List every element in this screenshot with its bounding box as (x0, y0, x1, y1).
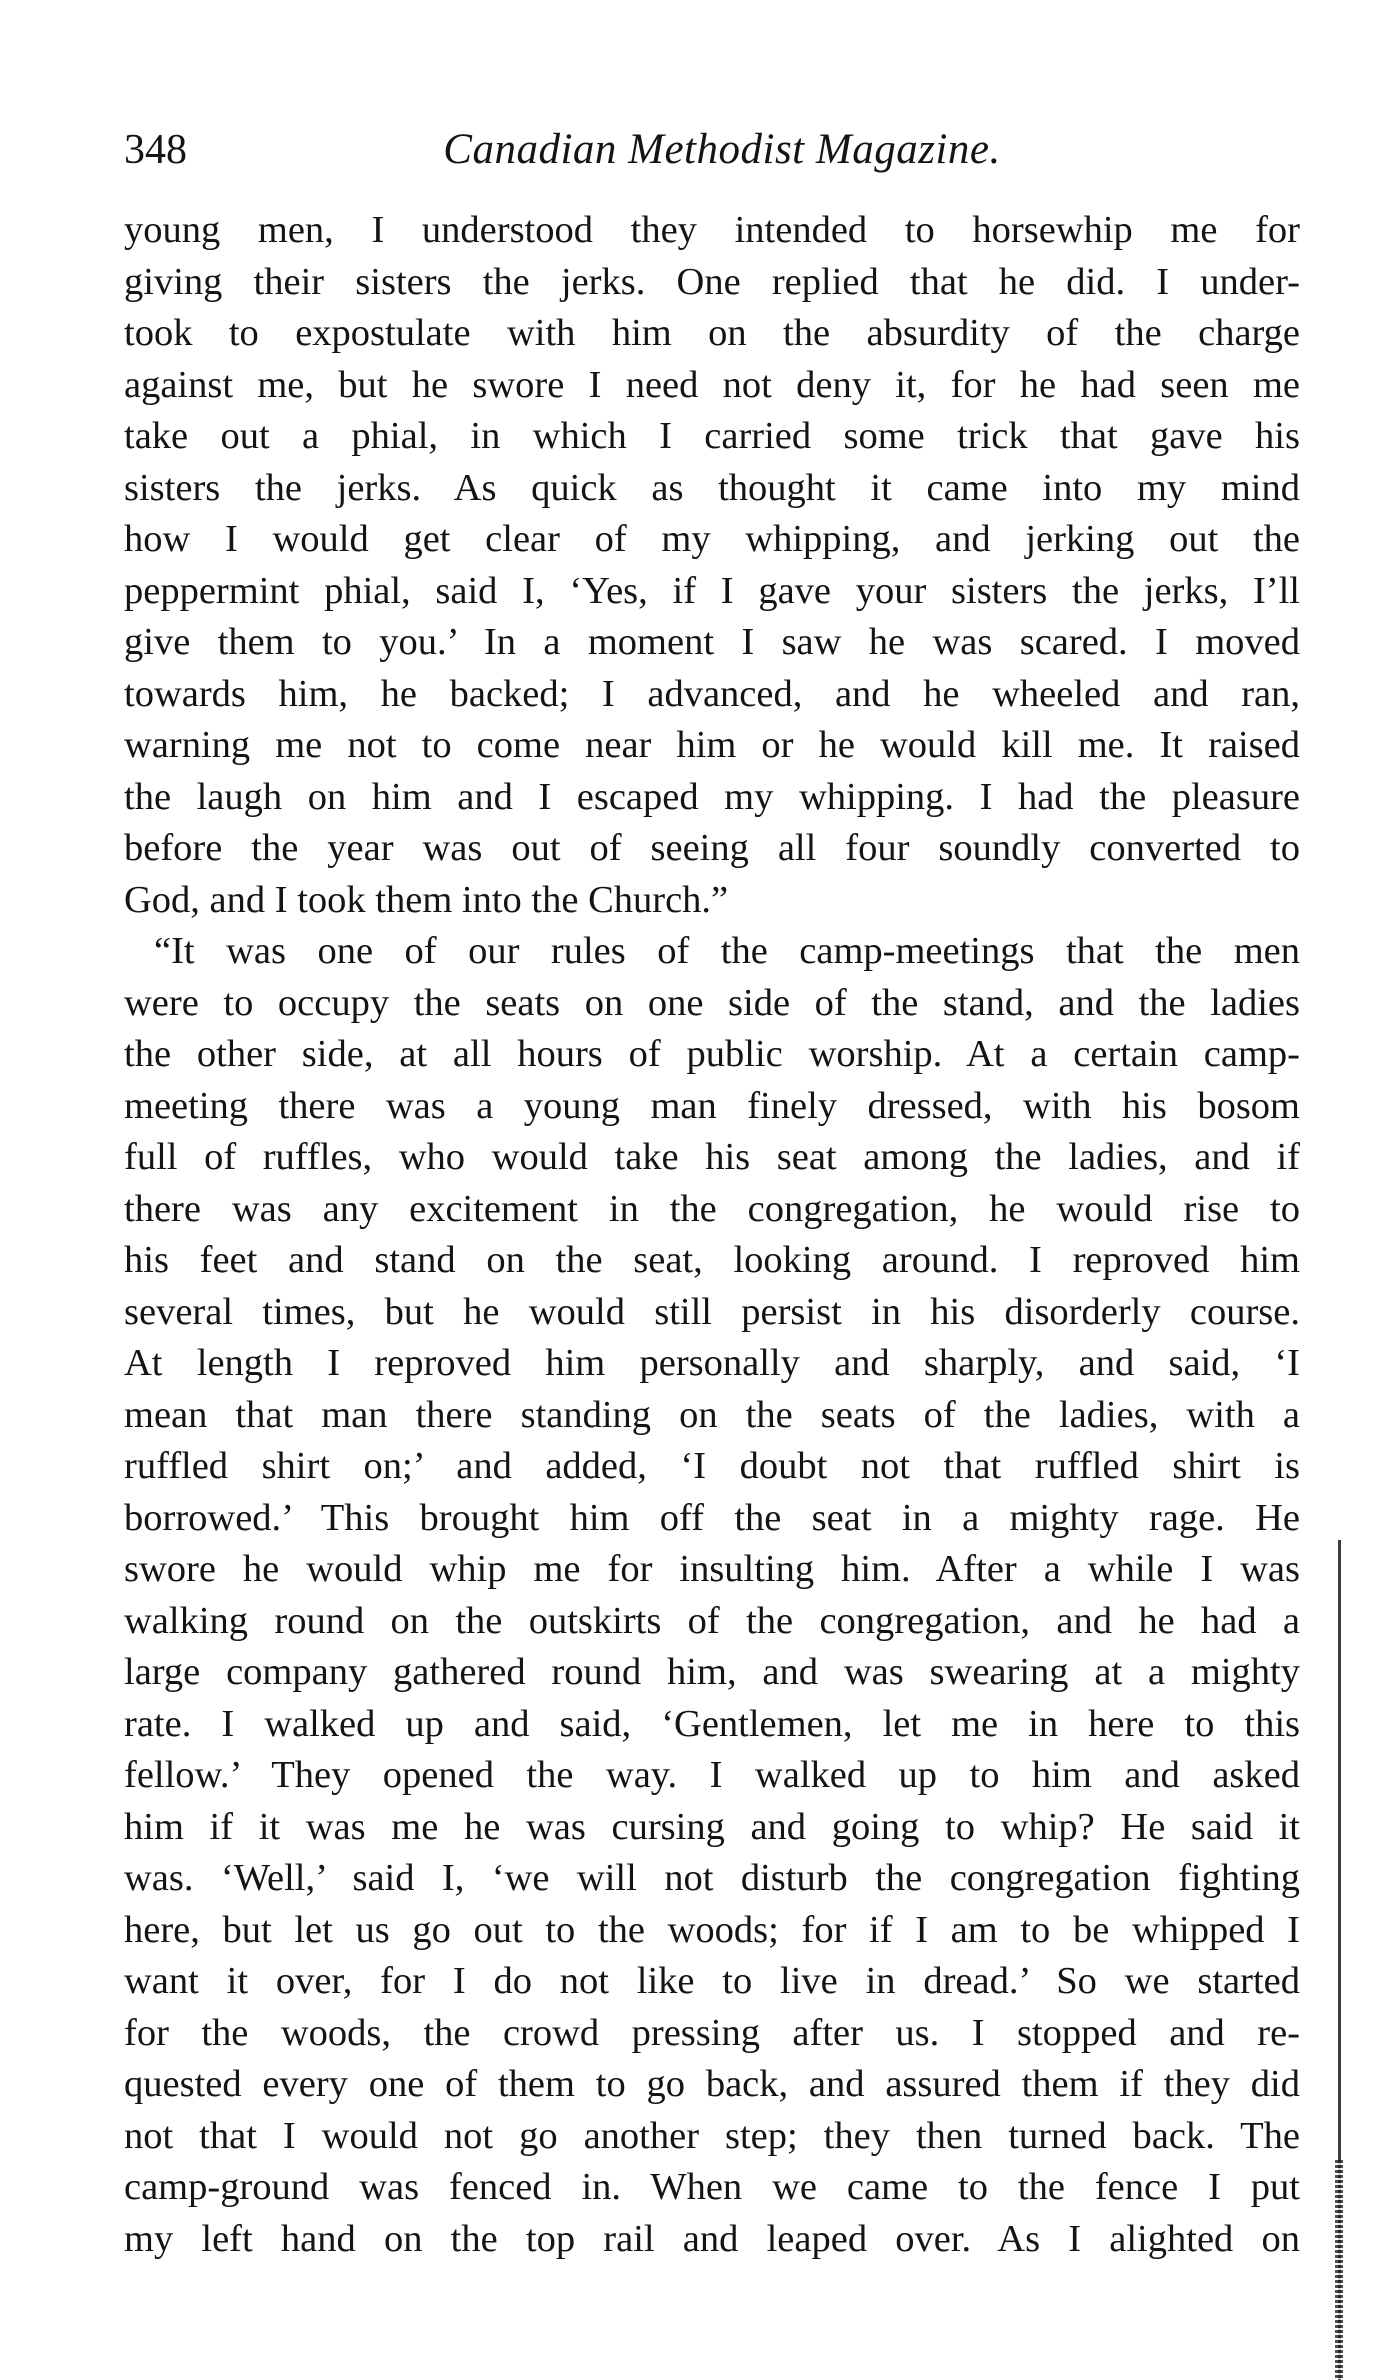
text-line: was. ‘Well,’ said I, ‘we will not disturb the congregation fighting (124, 1857, 1300, 1899)
text-line: sisters the jerks. As quick as thought it came into my mind (124, 466, 1300, 509)
text-line: giving their sisters the jerks. One replied that he did. I under- (124, 260, 1300, 303)
text-line: mean that man there standing on the seats of the ladies, with a (124, 1393, 1300, 1436)
text-line: before the year was out of seeing all four soundly converted to (124, 827, 1300, 869)
text-line: quested every one of them to go back, and assured them if they did (124, 2063, 1300, 2105)
page-header (124, 120, 1300, 180)
body-text (124, 205, 1300, 2265)
text-line: for the woods, the crowd pressing after us. I stopped and re- (124, 2011, 1300, 2054)
text-line: warning me not to come near him or he would kill me. It raised (124, 724, 1300, 766)
text-line: how I would get clear of my whipping, and jerking out the (124, 518, 1300, 560)
text-line: camp-ground was fenced in. When we came to the fence I put (124, 2166, 1300, 2208)
text-line: full of ruffles, who would take his seat among the ladies, and if (124, 1136, 1300, 1178)
text-line: towards him, he backed; I advanced, and he wheeled and ran, (124, 672, 1300, 715)
paragraph-first-line: “It was one of our rules of the camp-meetings that the men (154, 930, 1300, 972)
text-line: swore he would whip me for insulting him. After a while I was (124, 1548, 1300, 1590)
text-line: the other side, at all hours of public worship. At a certain camp- (124, 1033, 1300, 1075)
text-line: my left hand on the top rail and leaped over. As I alighted on (124, 2217, 1300, 2260)
text-line: not that I would not go another step; they then turned back. The (124, 2114, 1300, 2157)
text-line: meeting there was a young man finely dressed, with his bosom (124, 1084, 1300, 1127)
text-line: his feet and stand on the seat, looking around. I reproved him (124, 1239, 1300, 1281)
text-line: fellow.’ They opened the way. I walked up to him and asked (124, 1754, 1300, 1796)
text-line: several times, but he would still persist in his disorderly course. (124, 1290, 1300, 1333)
paragraph-last-line: God, and I took them into the Church.” (124, 878, 729, 921)
text-line: the laugh on him and I escaped my whipping. I had the pleasure (124, 775, 1300, 818)
page-number: 348 (124, 127, 187, 173)
text-line: were to occupy the seats on one side of the stand, and the ladies (124, 981, 1300, 1024)
scan-edge-artifact (1335, 2160, 1343, 2379)
text-line: took to expostulate with him on the absurdity of the charge (124, 312, 1300, 354)
text-line: here, but let us go out to the woods; for if I am to be whipped I (124, 1908, 1300, 1951)
text-line: him if it was me he was cursing and going to whip? He said it (124, 1805, 1300, 1848)
text-line: At length I reproved him personally and sharply, and said, ‘I (124, 1342, 1300, 1384)
text-line: want it over, for I do not like to live in dread.’ So we started (124, 1960, 1300, 2002)
text-line: against me, but he swore I need not deny it, for he had seen me (124, 363, 1300, 406)
text-line: large company gathered round him, and was swearing at a mighty (124, 1651, 1300, 1693)
running-title: Canadian Methodist Magazine. (443, 126, 1001, 173)
text-line: walking round on the outskirts of the congregation, and he had a (124, 1599, 1300, 1642)
text-line: give them to you.’ In a moment I saw he was scared. I moved (124, 621, 1300, 663)
text-line: young men, I understood they intended to horsewhip me for (124, 209, 1300, 251)
text-line: there was any excitement in the congregation, he would rise to (124, 1187, 1300, 1230)
text-line: ruffled shirt on;’ and added, ‘I doubt not that ruffled shirt is (124, 1445, 1300, 1487)
text-line: peppermint phial, said I, ‘Yes, if I gave your sisters the jerks, I’ll (124, 569, 1300, 612)
text-line: rate. I walked up and said, ‘Gentlemen, let me in here to this (124, 1702, 1300, 1745)
text-line: take out a phial, in which I carried some trick that gave his (124, 415, 1300, 457)
text-line: borrowed.’ This brought him off the seat in a mighty rage. He (124, 1496, 1300, 1539)
